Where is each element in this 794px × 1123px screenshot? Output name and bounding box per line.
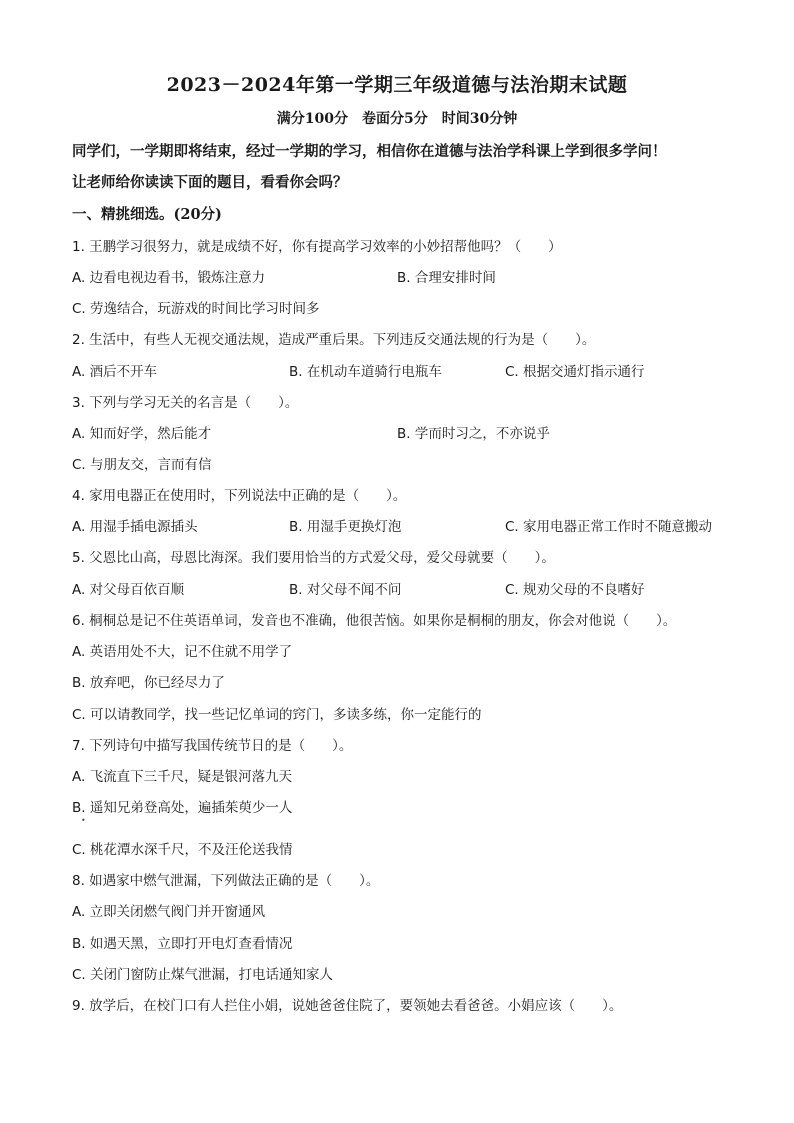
question-4-option-c: C. 家用电器正常工作时不随意搬动 <box>505 519 713 535</box>
stray-dot-mark: • <box>81 816 86 825</box>
question-3-option-c: C. 与朋友交，言而有信 <box>72 457 212 473</box>
question-2-option-a: A. 酒后不开车 <box>72 364 158 380</box>
question-8-stem: 8. 如遇家中燃气泄漏，下列做法正确的是（ ）。 <box>72 873 380 889</box>
exam-subtitle: 满分100分 卷面分5分 时间30分钟 <box>276 111 518 127</box>
intro-line-1: 同学们，一学期即将结束，经过一学期的学习，相信你在道德与法治学科课上学到很多学问！ <box>72 143 667 160</box>
question-3-option-b: B. 学而时习之，不亦说乎 <box>397 426 550 442</box>
exam-title: 2023－2024年第一学期三年级道德与法治期末试题 <box>166 74 628 96</box>
question-7-option-b: B. 遥知兄弟登高处，遍插茱萸少一人 <box>72 800 293 816</box>
question-8-option-c: C. 关闭门窗防止煤气泄漏，打电话通知家人 <box>72 967 334 983</box>
question-1-option-c: C. 劳逸结合，玩游戏的时间比学习时间多 <box>72 301 320 317</box>
question-3-option-a: A. 知而好学，然后能才 <box>72 426 212 442</box>
question-2-option-b: B. 在机动车道骑行电瓶车 <box>289 364 442 380</box>
question-6-option-c: C. 可以请教同学，找一些记忆单词的窍门，多读多练，你一定能行的 <box>72 707 482 723</box>
question-9-stem: 9. 放学后，在校门口有人拦住小娟，说她爸爸住院了，要领她去看爸爸。小娟应该（ ）。 <box>72 998 623 1014</box>
question-3-stem: 3. 下列与学习无关的名言是（ ）。 <box>72 395 299 411</box>
question-5-option-b: B. 对父母不闻不问 <box>289 582 402 598</box>
question-6-option-b: B. 放弃吧，你已经尽力了 <box>72 675 225 691</box>
question-1-option-a: A. 边看电视边看书，锻炼注意力 <box>72 270 266 286</box>
question-5-stem: 5. 父恩比山高，母恩比海深。我们要用恰当的方式爱父母，爱父母就要（ ）。 <box>72 550 555 566</box>
question-4-option-b: B. 用湿手更换灯泡 <box>289 519 402 535</box>
question-1-stem: 1. 王鹏学习很努力，就是成绩不好，你有提高学习效率的小妙招帮他吗？（ ） <box>72 239 562 255</box>
question-2-stem: 2. 生活中，有些人无视交通法规，造成严重后果。下列违反交通法规的行为是（ ）。 <box>72 332 596 348</box>
section-heading: 一、精挑细选。(20分) <box>72 206 222 223</box>
question-4-option-a: A. 用湿手插电源插头 <box>72 519 198 535</box>
intro-line-2: 让老师给你读读下面的题目，看看你会吗？ <box>72 174 348 191</box>
question-6-option-a: A. 英语用处不大，记不住就不用学了 <box>72 644 293 660</box>
question-4-stem: 4. 家用电器正在使用时，下列说法中正确的是（ ）。 <box>72 488 407 504</box>
question-7-option-c: C. 桃花潭水深千尺，不及汪伦送我情 <box>72 842 293 858</box>
question-5-option-a: A. 对父母百依百顺 <box>72 582 185 598</box>
question-8-option-b: B. 如遇天黑，立即打开电灯查看情况 <box>72 936 293 952</box>
question-7-option-a: A. 飞流直下三千尺，疑是银河落九天 <box>72 769 293 785</box>
question-8-option-a: A. 立即关闭燃气阀门并开窗通风 <box>72 904 266 920</box>
question-7-stem: 7. 下列诗句中描写我国传统节日的是（ ）。 <box>72 738 353 754</box>
question-6-stem: 6. 桐桐总是记不住英语单词，发音也不准确，他很苦恼。如果你是桐桐的朋友，你会对他说（ ）。 <box>72 613 677 629</box>
question-1-option-b: B. 合理安排时间 <box>397 270 496 286</box>
question-5-option-c: C. 规劝父母的不良嗜好 <box>505 582 645 598</box>
question-2-option-c: C. 根据交通灯指示通行 <box>505 364 645 380</box>
